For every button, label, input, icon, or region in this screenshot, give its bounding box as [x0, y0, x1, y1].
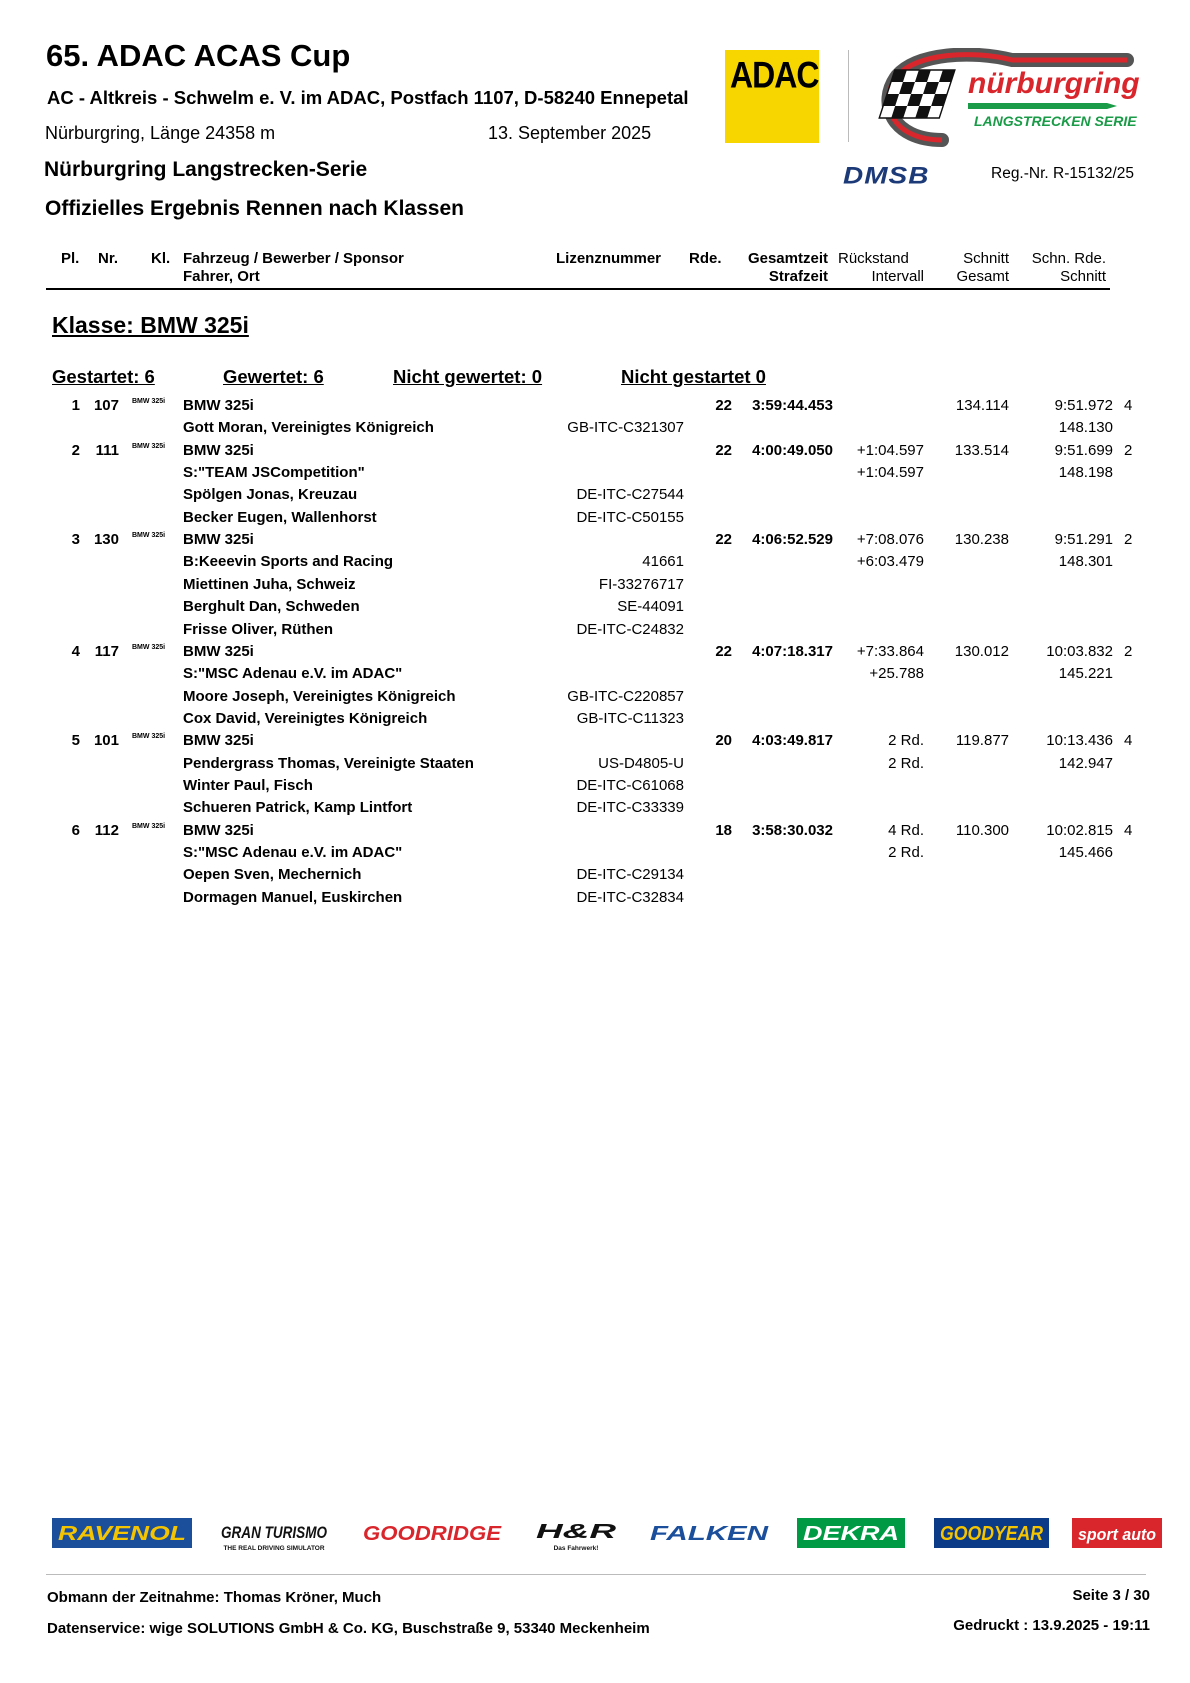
- sponsor-logo: [363, 1523, 502, 1545]
- registration-number: Reg.-Nr. R-15132/25: [991, 165, 1135, 182]
- total-time: 4:06:52.529: [752, 531, 833, 549]
- sponsor-logo: [650, 1523, 769, 1545]
- nurburgring-logo: [872, 48, 1147, 148]
- sponsor-name: GOODYEAR: [940, 1523, 1044, 1545]
- col-driver: Fahrer, Ort: [183, 268, 260, 285]
- class-badge: BMW 325i: [132, 643, 166, 651]
- sponsor-name: sport auto: [1078, 1525, 1156, 1544]
- driver-name: Miettinen Juha, Schweiz: [183, 575, 356, 593]
- logo-divider: [848, 50, 849, 142]
- place: 3: [71, 531, 80, 549]
- driver-name: B:Keeevin Sports and Racing: [183, 553, 394, 571]
- place: 6: [71, 821, 80, 839]
- interval: 2 Rd.: [888, 754, 924, 772]
- driver-name: Oepen Sven, Mechernich: [183, 866, 362, 884]
- sponsor-logo: [536, 1521, 617, 1552]
- avg-speed: 134.114: [955, 397, 1009, 414]
- laps: 22: [715, 531, 732, 549]
- not-classified-count: Nicht gewertet: 0: [393, 366, 543, 387]
- avg-speed: 133.514: [954, 441, 1009, 459]
- driver-name: Gott Moran, Vereinigtes Königreich: [183, 419, 434, 437]
- driver-name: Schueren Patrick, Kamp Lintfort: [183, 799, 413, 817]
- avg-speed: 130.012: [954, 642, 1009, 660]
- best-lap-number: 2: [1124, 642, 1133, 660]
- class-title: Klasse: BMW 325i: [52, 312, 249, 338]
- total-time: 3:58:30.032: [752, 821, 833, 839]
- laps: 20: [715, 732, 732, 750]
- col-best-lap: Schn. Rde.: [1031, 250, 1106, 267]
- avg-speed: 119.877: [955, 732, 1009, 750]
- sponsor-logo: [1072, 1518, 1162, 1548]
- car-number: 101: [93, 732, 119, 750]
- interval: +25.788: [869, 665, 924, 683]
- best-lap-speed: 148.130: [1058, 419, 1113, 437]
- laps: 22: [715, 642, 732, 660]
- vehicle-name: BMW 325i: [183, 397, 254, 414]
- laps: 22: [715, 397, 732, 414]
- vehicle-name: BMW 325i: [183, 441, 254, 459]
- print-timestamp: Gedruckt : 13.9.2025 - 19:11: [953, 1617, 1150, 1634]
- col-laps: Rde.: [689, 250, 722, 267]
- driver-name: Pendergrass Thomas, Vereinigte Staaten: [183, 754, 474, 772]
- page-number: Seite 3 / 30: [1072, 1587, 1150, 1604]
- vehicle-name: BMW 325i: [183, 531, 254, 549]
- license-number: FI-33276717: [598, 575, 684, 593]
- gap: +7:33.864: [856, 642, 924, 660]
- adac-logo: ADAC: [725, 50, 819, 143]
- driver-name: Spölgen Jonas, Kreuzau: [183, 486, 358, 504]
- footer-divider: [46, 1574, 1146, 1575]
- best-lap-time: 9:51.972: [1054, 397, 1113, 414]
- best-lap-speed: 145.466: [1058, 844, 1113, 861]
- car-number: 111: [95, 441, 119, 459]
- col-interval: Intervall: [871, 268, 924, 285]
- sponsor-tagline: THE REAL DRIVING SIMULATOR: [223, 1545, 325, 1552]
- best-lap-speed: 148.198: [1058, 464, 1113, 482]
- best-lap-time: 9:51.291: [1054, 531, 1113, 549]
- laps: 22: [715, 441, 732, 459]
- driver-name: Berghult Dan, Schweden: [183, 598, 360, 616]
- timing-chief: Obmann der Zeitnahme: Thomas Kröner, Much: [47, 1589, 382, 1606]
- col-gap: Rückstand: [838, 250, 909, 267]
- driver-name: Frisse Oliver, Rüthen: [183, 620, 334, 638]
- best-lap-speed: 148.301: [1058, 553, 1113, 571]
- sponsor-name: H&R: [536, 1521, 618, 1543]
- license-number: 41661: [642, 553, 684, 571]
- gap: +7:08.076: [856, 531, 924, 549]
- class-badge: BMW 325i: [132, 822, 166, 830]
- class-badge: BMW 325i: [132, 733, 166, 741]
- sponsor-name: RAVENOL: [58, 1523, 186, 1545]
- col-vehicle: Fahrzeug / Bewerber / Sponsor: [183, 250, 404, 267]
- total-time: 4:07:18.317: [752, 642, 833, 660]
- interval: +6:03.479: [856, 553, 924, 571]
- best-lap-number: 4: [1124, 821, 1133, 839]
- svg-text:LANGSTRECKEN SERIE: LANGSTRECKEN SERIE: [974, 113, 1137, 129]
- interval: 2 Rd.: [888, 844, 924, 861]
- col-best-lap-avg: Schnitt: [1060, 268, 1106, 285]
- driver-name: Cox David, Vereinigtes Königreich: [183, 709, 428, 727]
- best-lap-time: 9:51.699: [1054, 441, 1113, 459]
- driver-name: S:"TEAM JSCompetition": [183, 464, 365, 482]
- col-avg-total: Gesamt: [956, 268, 1009, 285]
- interval: +1:04.597: [856, 464, 924, 482]
- license-number: GB-ITC-C11323: [576, 709, 684, 727]
- total-time: 4:00:49.050: [752, 441, 833, 459]
- class-badge: BMW 325i: [132, 398, 166, 405]
- driver-name: Becker Eugen, Wallenhorst: [183, 508, 377, 526]
- best-lap-time: 10:03.832: [1046, 642, 1113, 660]
- driver-name: Dormagen Manuel, Euskirchen: [183, 888, 403, 906]
- col-license: Lizenznummer: [556, 250, 662, 267]
- car-number: 117: [94, 642, 119, 660]
- best-lap-number: 4: [1124, 397, 1133, 414]
- not-started-count: Nicht gestartet 0: [621, 366, 766, 387]
- license-number: DE-ITC-C24832: [576, 620, 684, 638]
- place: 5: [71, 732, 80, 750]
- sponsor-logo: [934, 1518, 1049, 1548]
- sponsor-name: DEKRA: [803, 1523, 899, 1545]
- license-number: SE-44091: [617, 598, 684, 616]
- gap: 2 Rd.: [888, 732, 924, 750]
- license-number: DE-ITC-C29134: [576, 866, 684, 884]
- dmsb-logo: DMSB: [843, 162, 930, 189]
- organizer: AC - Altkreis - Schwelm e. V. im ADAC, Postfach 1107, D-58240 Ennepetal: [47, 87, 689, 108]
- best-lap-number: 2: [1124, 441, 1133, 459]
- best-lap-time: 10:13.436: [1046, 732, 1113, 750]
- place: 4: [71, 642, 80, 660]
- col-total-time: Gesamtzeit: [747, 250, 828, 267]
- class-badge: BMW 325i: [132, 442, 166, 450]
- sponsor-name: FALKEN: [650, 1523, 769, 1545]
- header-divider: [46, 288, 1110, 290]
- license-number: DE-ITC-C33339: [576, 799, 684, 817]
- license-number: GB-ITC-C220857: [567, 687, 684, 705]
- col-kl: Kl.: [151, 250, 171, 267]
- sponsor-name: GOODRIDGE: [363, 1523, 502, 1545]
- license-number: DE-ITC-C27544: [576, 486, 684, 504]
- avg-speed: 110.300: [955, 821, 1009, 839]
- best-lap-number: 4: [1124, 732, 1133, 750]
- svg-text:nürburgring: nürburgring: [968, 67, 1140, 100]
- sponsor-logo: [52, 1518, 192, 1548]
- license-number: DE-ITC-C61068: [576, 776, 684, 794]
- driver-name: S:"MSC Adenau e.V. im ADAC": [183, 665, 403, 683]
- best-lap-number: 2: [1124, 531, 1133, 549]
- total-time: 3:59:44.453: [752, 397, 833, 414]
- license-number: US-D4805-U: [598, 754, 684, 772]
- document-subtitle: Offizielles Ergebnis Rennen nach Klassen: [45, 197, 464, 220]
- place: 1: [71, 397, 80, 414]
- col-pl: Pl.: [61, 250, 80, 267]
- vehicle-name: BMW 325i: [183, 642, 254, 660]
- place: 2: [71, 441, 80, 459]
- laps: 18: [715, 821, 732, 839]
- gap: 4 Rd.: [888, 821, 924, 839]
- avg-speed: 130.238: [954, 531, 1009, 549]
- classified-count: Gewertet: 6: [223, 366, 324, 387]
- class-badge: BMW 325i: [132, 532, 166, 540]
- driver-name: Winter Paul, Fisch: [183, 776, 313, 794]
- sponsor-name: GRAN TURISMO: [221, 1523, 327, 1542]
- license-number: DE-ITC-C32834: [576, 888, 684, 906]
- total-time: 4:03:49.817: [752, 732, 833, 750]
- started-count: Gestartet: 6: [52, 366, 155, 387]
- sponsor-logo: [797, 1518, 905, 1548]
- col-penalty: Strafzeit: [768, 268, 828, 285]
- best-lap-time: 10:02.815: [1046, 821, 1113, 839]
- series-name: Nürburgring Langstrecken-Serie: [44, 158, 368, 181]
- license-number: GB-ITC-C321307: [567, 419, 684, 437]
- driver-name: S:"MSC Adenau e.V. im ADAC": [183, 844, 403, 861]
- sponsor-bar: [52, 1510, 1162, 1560]
- driver-name: Moore Joseph, Vereinigtes Königreich: [183, 687, 456, 705]
- track-info: Nürburgring, Länge 24358 m: [45, 123, 276, 143]
- license-number: DE-ITC-C50155: [576, 508, 684, 526]
- event-date: 13. September 2025: [488, 123, 652, 143]
- sponsor-logo: [221, 1523, 327, 1552]
- car-number: 130: [93, 531, 119, 549]
- best-lap-speed: 142.947: [1058, 754, 1113, 772]
- sponsor-tagline: Das Fahrwerk!: [553, 1545, 599, 1552]
- car-number: 112: [94, 821, 119, 839]
- data-service: Datenservice: wige SOLUTIONS GmbH & Co. KG, Buschstraße 9, 53340 Meckenheim: [47, 1620, 650, 1637]
- vehicle-name: BMW 325i: [183, 732, 254, 750]
- vehicle-name: BMW 325i: [183, 821, 254, 839]
- col-nr: Nr.: [98, 250, 119, 267]
- gap: +1:04.597: [856, 441, 924, 459]
- page-title: 65. ADAC ACAS Cup: [46, 38, 351, 73]
- car-number: 107: [93, 397, 119, 414]
- col-avg: Schnitt: [963, 250, 1009, 267]
- best-lap-speed: 145.221: [1058, 665, 1113, 683]
